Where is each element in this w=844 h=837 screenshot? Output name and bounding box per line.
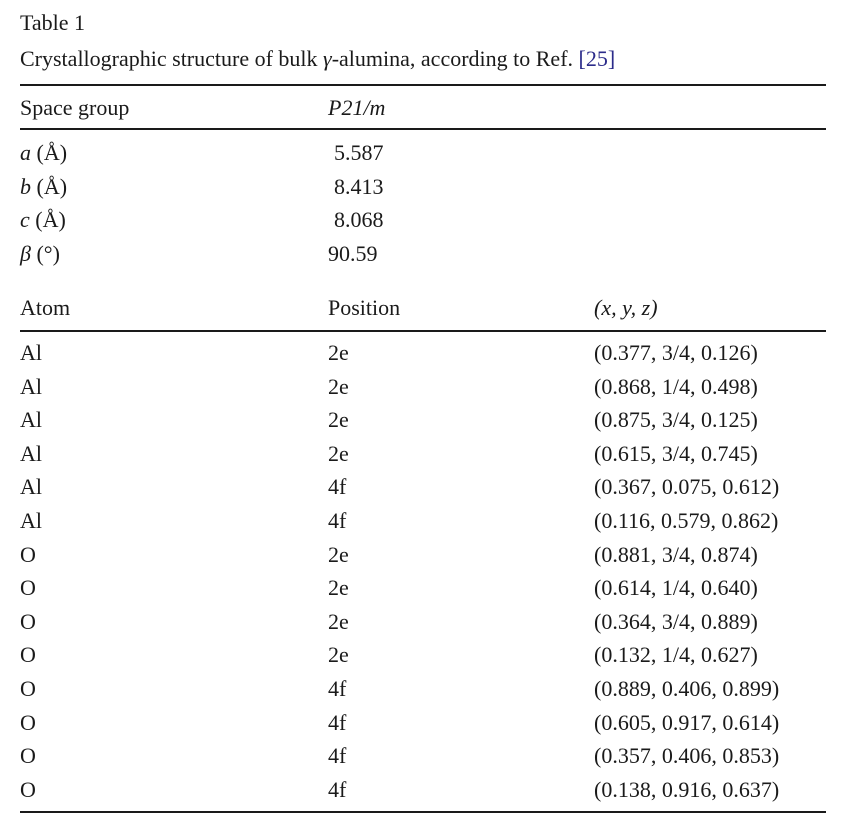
space-group-row bbox=[20, 91, 826, 125]
position-header: Position bbox=[328, 295, 401, 320]
lattice-unit: (Å) bbox=[29, 207, 66, 232]
lattice-param-label bbox=[20, 170, 67, 204]
xyz-cell: (0.881, 3/4, 0.874) bbox=[594, 541, 758, 567]
table-row bbox=[20, 571, 826, 605]
lattice-param-label bbox=[20, 237, 60, 271]
table-row bbox=[20, 739, 826, 773]
table-row bbox=[20, 504, 826, 538]
header-rule bbox=[20, 128, 826, 130]
atom-cell: Al bbox=[20, 508, 42, 533]
lattice-param-label bbox=[20, 136, 67, 170]
xyz-cell: (0.138, 0.916, 0.637) bbox=[594, 776, 780, 802]
position-cell: 4f bbox=[328, 508, 347, 533]
position-cell: 2e bbox=[328, 340, 349, 365]
lattice-row bbox=[20, 203, 826, 237]
position-cell: 2e bbox=[328, 373, 349, 399]
atom-cell: O bbox=[20, 709, 36, 735]
lattice-param-label bbox=[20, 203, 66, 237]
atom-cell: O bbox=[20, 676, 36, 701]
lattice-value: 5.587 bbox=[334, 140, 384, 165]
lattice-unit: (°) bbox=[30, 240, 60, 266]
xyz-cell: (0.364, 3/4, 0.889) bbox=[594, 608, 758, 634]
top-rule bbox=[20, 84, 826, 86]
space-group-value: P21/m bbox=[328, 95, 386, 120]
position-cell: 2e bbox=[328, 407, 349, 433]
space-group-label: Space group bbox=[20, 95, 130, 120]
table-row bbox=[20, 437, 826, 471]
xyz-cell: (0.132, 1/4, 0.627) bbox=[594, 642, 758, 668]
atom-cell: O bbox=[20, 743, 36, 769]
xyz-cell: (0.116, 0.579, 0.862) bbox=[594, 508, 779, 533]
atom-cell: O bbox=[20, 575, 36, 601]
atom-cell: Al bbox=[20, 373, 42, 399]
atom-cell: Al bbox=[20, 440, 42, 466]
xyz-cell: (0.605, 0.917, 0.614) bbox=[594, 709, 780, 735]
lattice-symbol: c bbox=[20, 207, 30, 232]
xyz-cell: (0.868, 1/4, 0.498) bbox=[594, 373, 758, 399]
atom-cell: O bbox=[20, 642, 36, 668]
atom-cell: Al bbox=[20, 474, 42, 500]
table-row bbox=[20, 605, 826, 639]
position-cell: 4f bbox=[328, 474, 347, 500]
xyz-cell: (0.377, 3/4, 0.126) bbox=[594, 340, 758, 365]
atom-cell: O bbox=[20, 541, 36, 567]
position-cell: 2e bbox=[328, 642, 349, 668]
xyz-cell: (0.367, 0.075, 0.612) bbox=[594, 474, 780, 500]
lattice-unit: (Å) bbox=[31, 173, 68, 199]
lattice-value: 8.413 bbox=[334, 173, 384, 199]
bottom-rule bbox=[20, 811, 826, 813]
lattice-symbol: a bbox=[20, 140, 31, 165]
atom-cell: O bbox=[20, 608, 36, 634]
lattice-value: 8.068 bbox=[334, 207, 384, 232]
position-cell: 4f bbox=[328, 743, 347, 769]
caption-gamma: γ bbox=[323, 46, 332, 71]
caption-text-end: -alumina, according to Ref. bbox=[331, 46, 579, 71]
xyz-cell: (0.889, 0.406, 0.899) bbox=[594, 676, 780, 701]
position-cell: 2e bbox=[328, 608, 349, 634]
atom-header-rule bbox=[20, 330, 826, 332]
table-row bbox=[20, 336, 826, 370]
table-label: Table 1 bbox=[20, 10, 86, 35]
caption-text-start: Crystallographic structure of bulk bbox=[20, 46, 324, 71]
lattice-value: 90.59 bbox=[328, 240, 378, 266]
position-cell: 4f bbox=[328, 709, 347, 735]
atom-cell: O bbox=[20, 776, 36, 802]
table-caption bbox=[20, 44, 615, 74]
table-row bbox=[20, 672, 826, 706]
lattice-symbol: b bbox=[20, 173, 31, 199]
table-row bbox=[20, 538, 826, 572]
xyz-cell: (0.357, 0.406, 0.853) bbox=[594, 743, 780, 769]
lattice-symbol: β bbox=[20, 240, 31, 266]
atom-cell: Al bbox=[20, 407, 42, 433]
lattice-row bbox=[20, 237, 826, 271]
lattice-unit: (Å) bbox=[31, 140, 68, 165]
table-row bbox=[20, 706, 826, 740]
atom-header: Atom bbox=[20, 295, 71, 320]
table-row bbox=[20, 773, 826, 807]
xyz-cell: (0.615, 3/4, 0.745) bbox=[594, 440, 758, 466]
atom-header-row bbox=[20, 291, 826, 325]
xyz-header: (x, y, z) bbox=[594, 295, 658, 320]
xyz-cell: (0.875, 3/4, 0.125) bbox=[594, 407, 758, 433]
position-cell: 2e bbox=[328, 440, 349, 466]
lattice-row bbox=[20, 170, 826, 204]
position-cell: 4f bbox=[328, 776, 347, 802]
table-row bbox=[20, 403, 826, 437]
table-row bbox=[20, 638, 826, 672]
lattice-row bbox=[20, 136, 826, 170]
position-cell: 4f bbox=[328, 676, 347, 701]
position-cell: 2e bbox=[328, 575, 349, 601]
position-cell: 2e bbox=[328, 541, 349, 567]
table-row bbox=[20, 470, 826, 504]
table-row bbox=[20, 370, 826, 404]
atom-cell: Al bbox=[20, 340, 42, 365]
xyz-cell: (0.614, 1/4, 0.640) bbox=[594, 575, 758, 601]
reference-link[interactable]: [25] bbox=[578, 46, 616, 71]
